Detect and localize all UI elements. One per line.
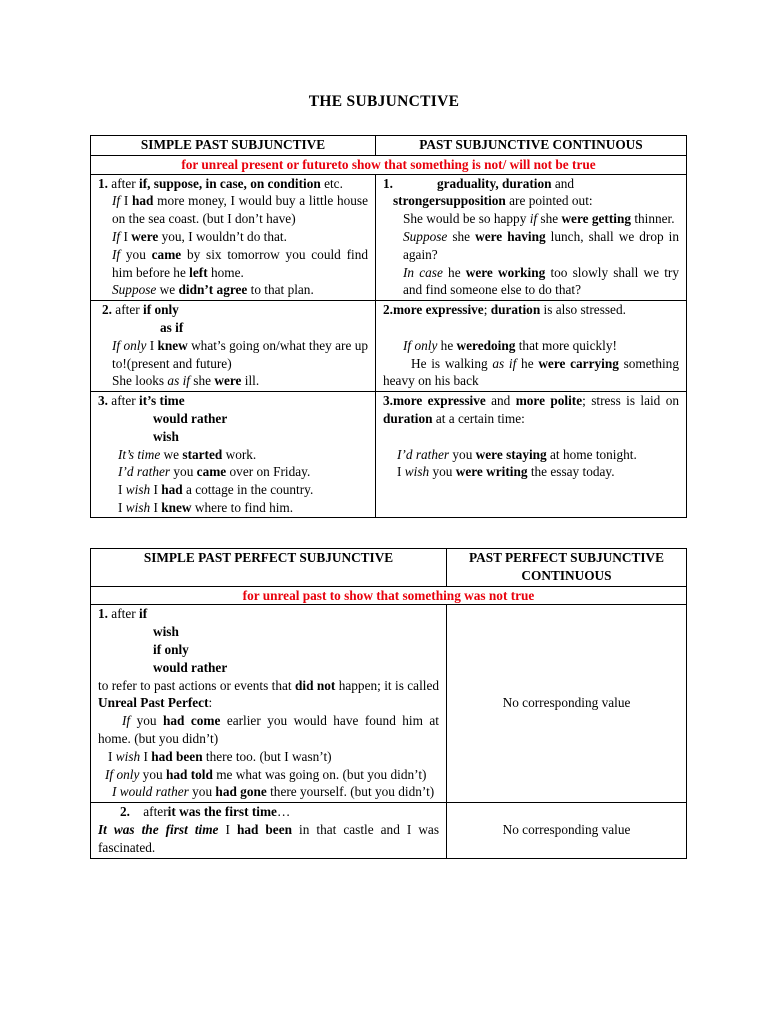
example-text: If I had more money, I would buy a little house on the sea coast. (but I don’t have) [112, 193, 369, 227]
cell-r3-left [91, 392, 376, 518]
example-text: If you had come earlier you would have found him at home. (but you didn’t) [98, 713, 440, 746]
example-text: She would be so happy if she were getting thinner. [403, 211, 675, 227]
rule-text: wish [153, 624, 179, 640]
cell-r3-right [376, 392, 687, 518]
table-past-perfect-subjunctive [90, 548, 687, 859]
example-text: I’d rather you came over on Friday. [118, 464, 311, 480]
rule-text: 2. afterit was the first time… [120, 804, 291, 820]
rule-text: would rather [153, 659, 228, 675]
header-simple-past-perfect-subjunctive: SIMPLE PAST PERFECT SUBJUNCTIVE [91, 549, 447, 587]
rule-text: 3. after it’s time [98, 393, 185, 409]
example-text: I wish I had a cottage in the country. [118, 482, 314, 498]
rule-text: wish [153, 428, 179, 444]
no-corresponding-value-1: No corresponding value [447, 605, 687, 803]
rule-text: if only [153, 641, 189, 657]
rule-text: 1. after if [98, 606, 148, 622]
rule-text: 3.more expressive and more polite; stress is laid on duration at a certain time: [383, 393, 679, 426]
example-text: I would rather you had gone there yourself. (but you didn’t) [112, 784, 435, 800]
example-text: In case he were working too slowly shall we try and find someone else to do that? [403, 264, 679, 298]
example-text: If only he weredoing that more quickly! [403, 337, 617, 353]
example-text: She looks as if she were ill. [112, 373, 260, 389]
header-past-perfect-subjunctive-continuous: PAST PERFECT SUBJUNCTIVE CONTINUOUS [447, 549, 687, 587]
cell-r1-left [91, 174, 376, 301]
example-text: If only I knew what’s going on/what they are up to!(present and future) [112, 337, 369, 371]
example-text: It was the first time I had been in that castle and I was fascinated. [98, 821, 439, 855]
rule-text: strongersupposition are pointed out: [393, 193, 593, 209]
cell-r2-right [376, 301, 687, 392]
cell-p2-left [91, 803, 447, 858]
example-text: If only you had told me what was going on. (but you didn’t) [105, 766, 427, 782]
rule-text: 1. graduality, duration and [383, 175, 575, 191]
cell-r1-right [376, 174, 687, 301]
example-text: Suppose we didn’t agree to that plan. [112, 282, 314, 298]
cell-r2-left [91, 301, 376, 392]
example-text: Suppose she were having lunch, shall we drop in again? [403, 228, 680, 262]
cell-p1-left [91, 605, 447, 803]
rule-text: to refer to past actions or events that did not happen; it is called Unreal Past Perfect: [98, 677, 440, 711]
example-text: I’d rather you were staying at home tonight. [397, 446, 637, 462]
rule-text: 1. after if, suppose, in case, on condition etc. [98, 175, 343, 191]
page-title: THE SUBJUNCTIVE [308, 93, 460, 110]
rule-text: 2. after if only [102, 302, 179, 318]
header-simple-past-subjunctive: SIMPLE PAST SUBJUNCTIVE [91, 136, 376, 156]
usage-note-unreal-past: for unreal past to show that something was not true [91, 586, 687, 605]
example-text: If I were you, I wouldn’t do that. [112, 228, 287, 244]
rule-text: 2.more expressive; duration is also stressed. [383, 302, 626, 318]
example-text: I wish you were writing the essay today. [397, 464, 615, 480]
no-corresponding-value-2: No corresponding value [447, 803, 687, 858]
example-text: I wish I had been there too. (but I wasn’t) [108, 748, 332, 764]
header-past-subjunctive-continuous: PAST SUBJUNCTIVE CONTINUOUS [376, 136, 687, 156]
example-text: It’s time we started work. [118, 446, 257, 462]
example-text: He is walking as if he were carrying something heavy on his back [383, 355, 679, 389]
usage-note-unreal-present: for unreal present or futureto show that something is not/ will not be true [91, 155, 687, 174]
rule-text: as if [160, 319, 184, 335]
table-past-subjunctive [90, 135, 687, 518]
example-text: I wish I knew where to find him. [118, 499, 294, 515]
example-text: If you came by six tomorrow you could find him before he left home. [112, 246, 369, 280]
rule-text: would rather [153, 410, 228, 426]
